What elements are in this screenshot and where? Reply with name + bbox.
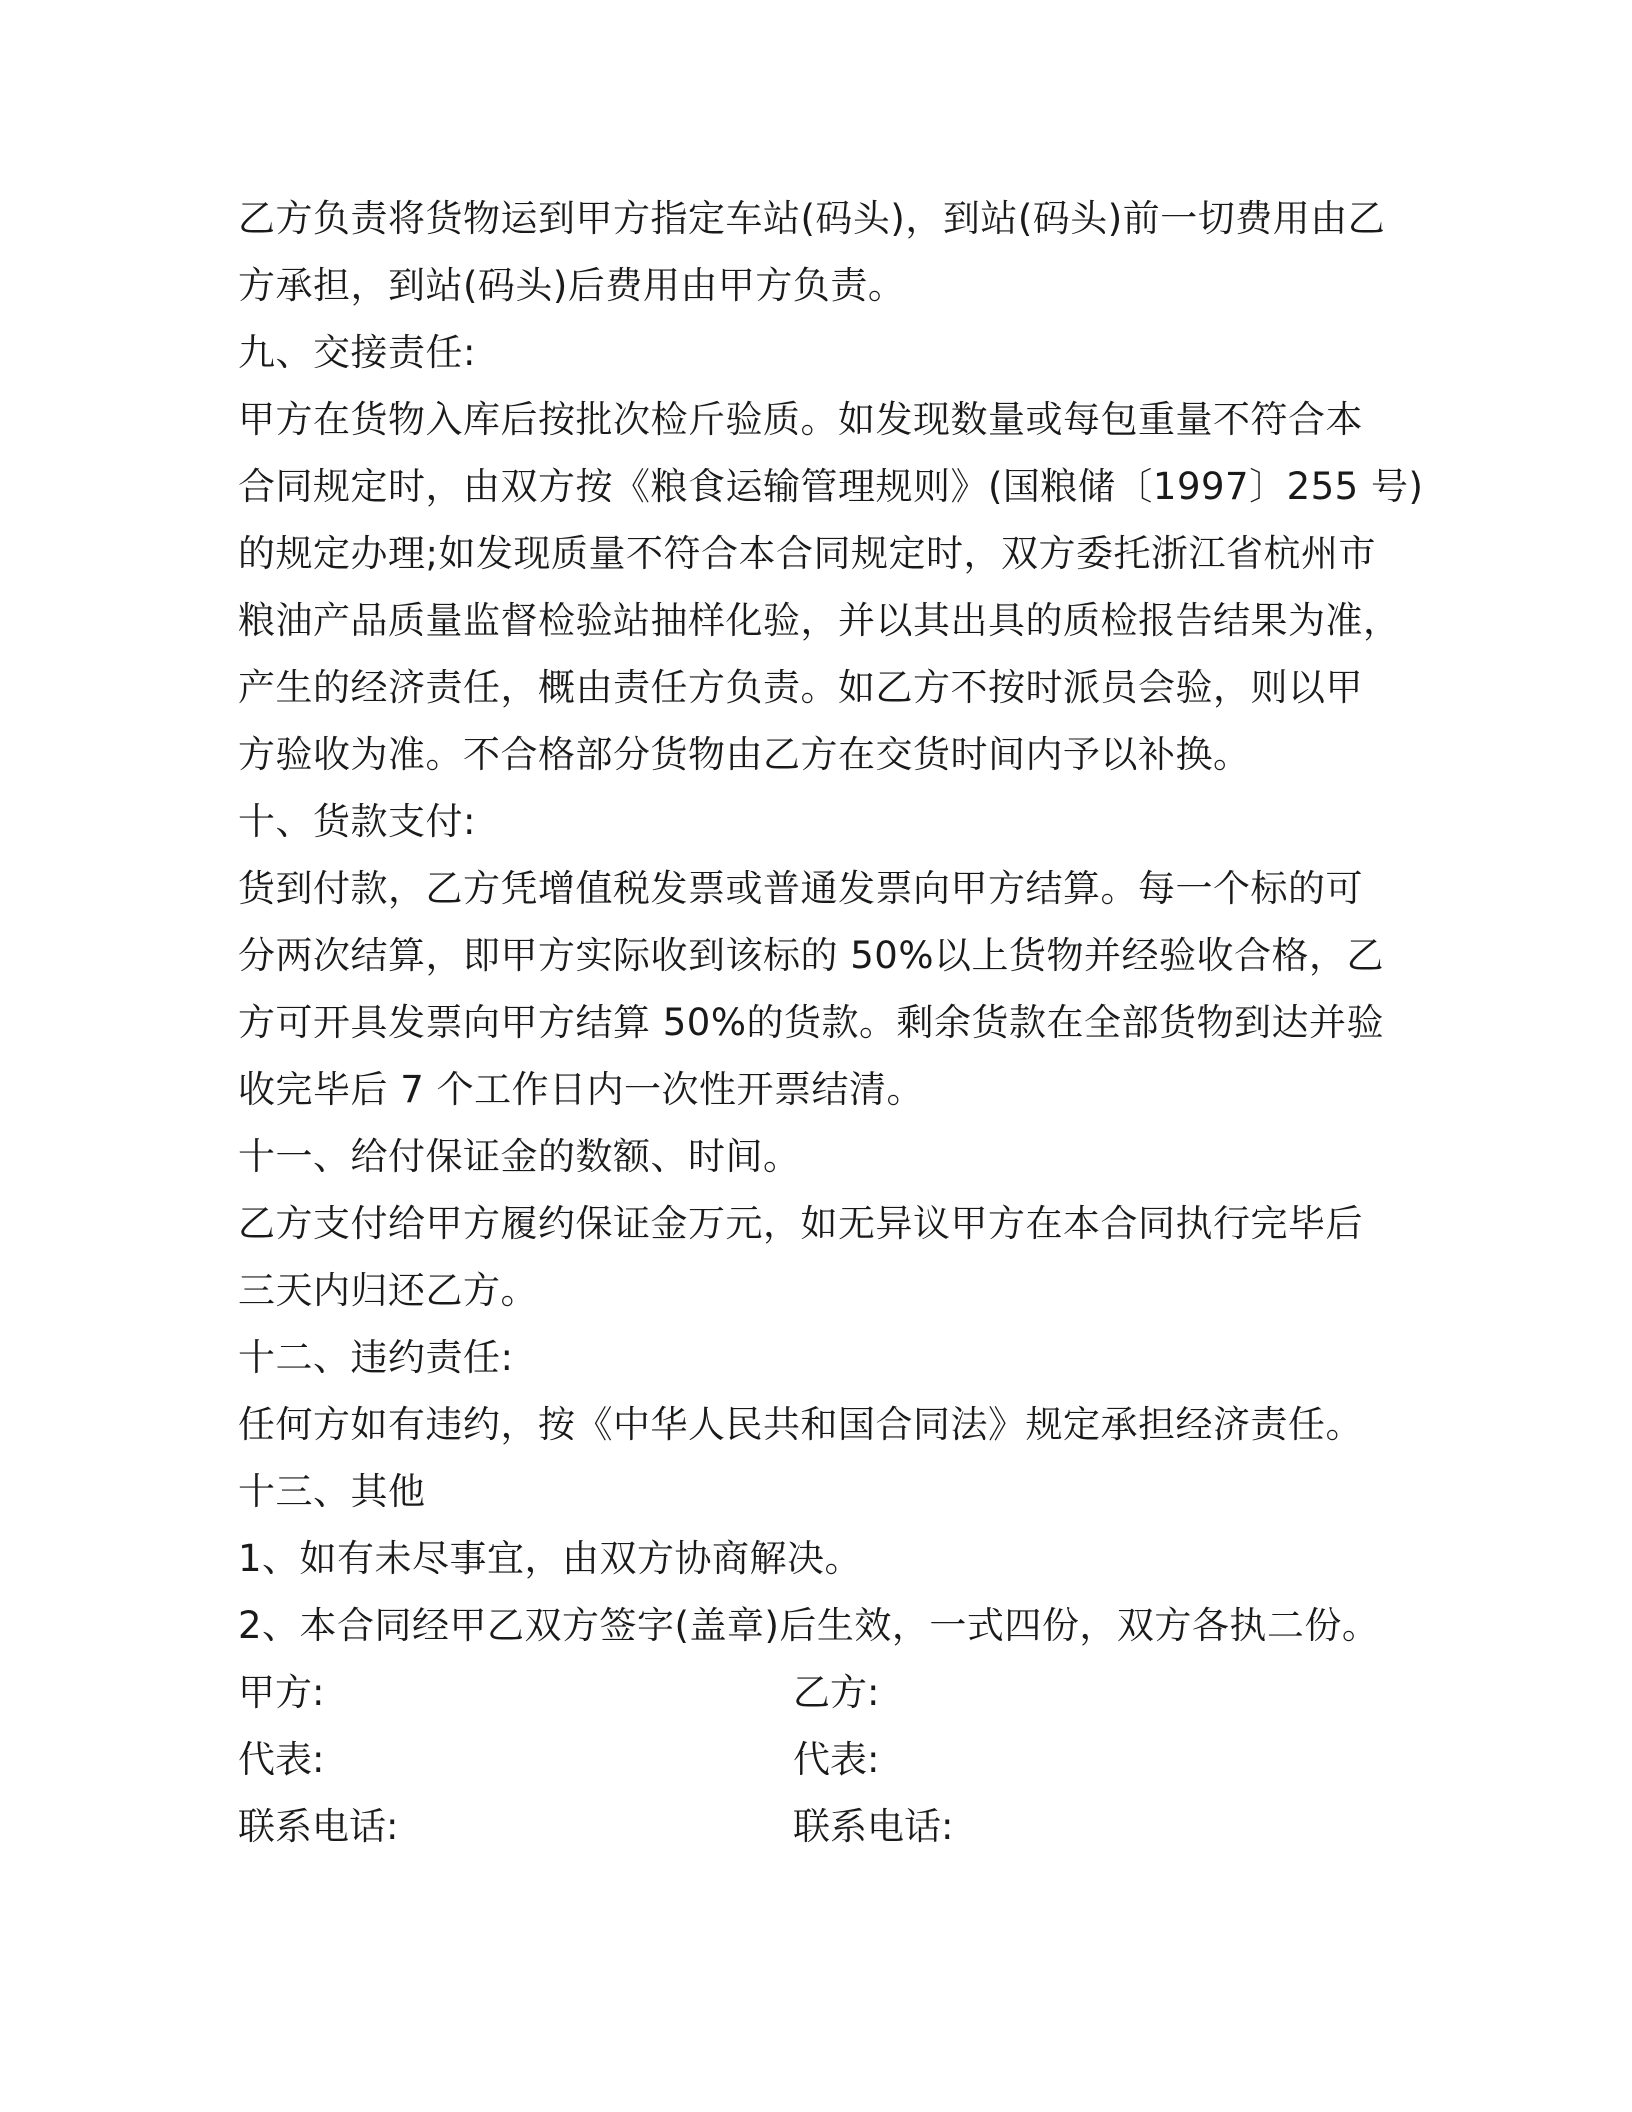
representative-b-label: 代表:: [793, 1738, 880, 1781]
section-heading: 十三、其他: [238, 1470, 426, 1513]
body-line: 粮油产品质量监督检验站抽样化验，并以其出具的质检报告结果为准，: [238, 599, 1401, 642]
body-line: 方验收为准。不合格部分货物由乙方在交货时间内予以补换。: [238, 733, 1251, 776]
section-heading: 十、货款支付:: [238, 800, 476, 843]
signature-row-representative: [238, 1726, 1398, 1793]
body-line: 2、本合同经甲乙双方签字(盖章)后生效，一式四份，双方各执二份。: [238, 1604, 1380, 1647]
party-a-label: 甲方:: [238, 1671, 325, 1714]
signature-row-phone: [238, 1793, 1398, 1860]
body-line: 乙方负责将货物运到甲方指定车站(码头)，到站(码头)前一切费用由乙: [238, 197, 1386, 240]
body-line: 方承担，到站(码头)后费用由甲方负责。: [238, 264, 906, 307]
body-line: 方可开具发票向甲方结算 50%的货款。剩余货款在全部货物到达并验: [238, 1001, 1384, 1044]
section-heading: 十二、违约责任:: [238, 1336, 514, 1379]
body-line: 甲方在货物入库后按批次检斤验质。如发现数量或每包重量不符合本: [238, 398, 1363, 441]
signature-row-party: [238, 1659, 1398, 1726]
body-line: 收完毕后 7 个工作日内一次性开票结清。: [238, 1068, 925, 1111]
phone-b-label: 联系电话:: [793, 1805, 954, 1848]
contract-body: [238, 185, 1424, 1860]
party-b-label: 乙方:: [793, 1671, 880, 1714]
section-heading: 九、交接责任:: [238, 331, 476, 374]
body-line: 1、如有未尽事宜，由双方协商解决。: [238, 1537, 863, 1580]
body-line: 货到付款，乙方凭增值税发票或普通发票向甲方结算。每一个标的可: [238, 867, 1363, 910]
body-line: 乙方支付给甲方履约保证金万元，如无异议甲方在本合同执行完毕后: [238, 1202, 1363, 1245]
body-line: 合同规定时，由双方按《粮食运输管理规则》(国粮储〔1997〕255 号): [238, 465, 1424, 508]
body-line: 任何方如有违约，按《中华人民共和国合同法》规定承担经济责任。: [238, 1403, 1363, 1446]
phone-a-label: 联系电话:: [238, 1805, 399, 1848]
body-line: 产生的经济责任，概由责任方负责。如乙方不按时派员会验，则以甲: [238, 666, 1363, 709]
representative-a-label: 代表:: [238, 1738, 325, 1781]
section-heading: 十一、给付保证金的数额、时间。: [238, 1135, 801, 1178]
body-line: 分两次结算，即甲方实际收到该标的 50%以上货物并经验收合格，乙: [238, 934, 1384, 977]
body-line: 的规定办理;如发现质量不符合本合同规定时，双方委托浙江省杭州市: [238, 532, 1376, 575]
body-line: 三天内归还乙方。: [238, 1269, 538, 1312]
